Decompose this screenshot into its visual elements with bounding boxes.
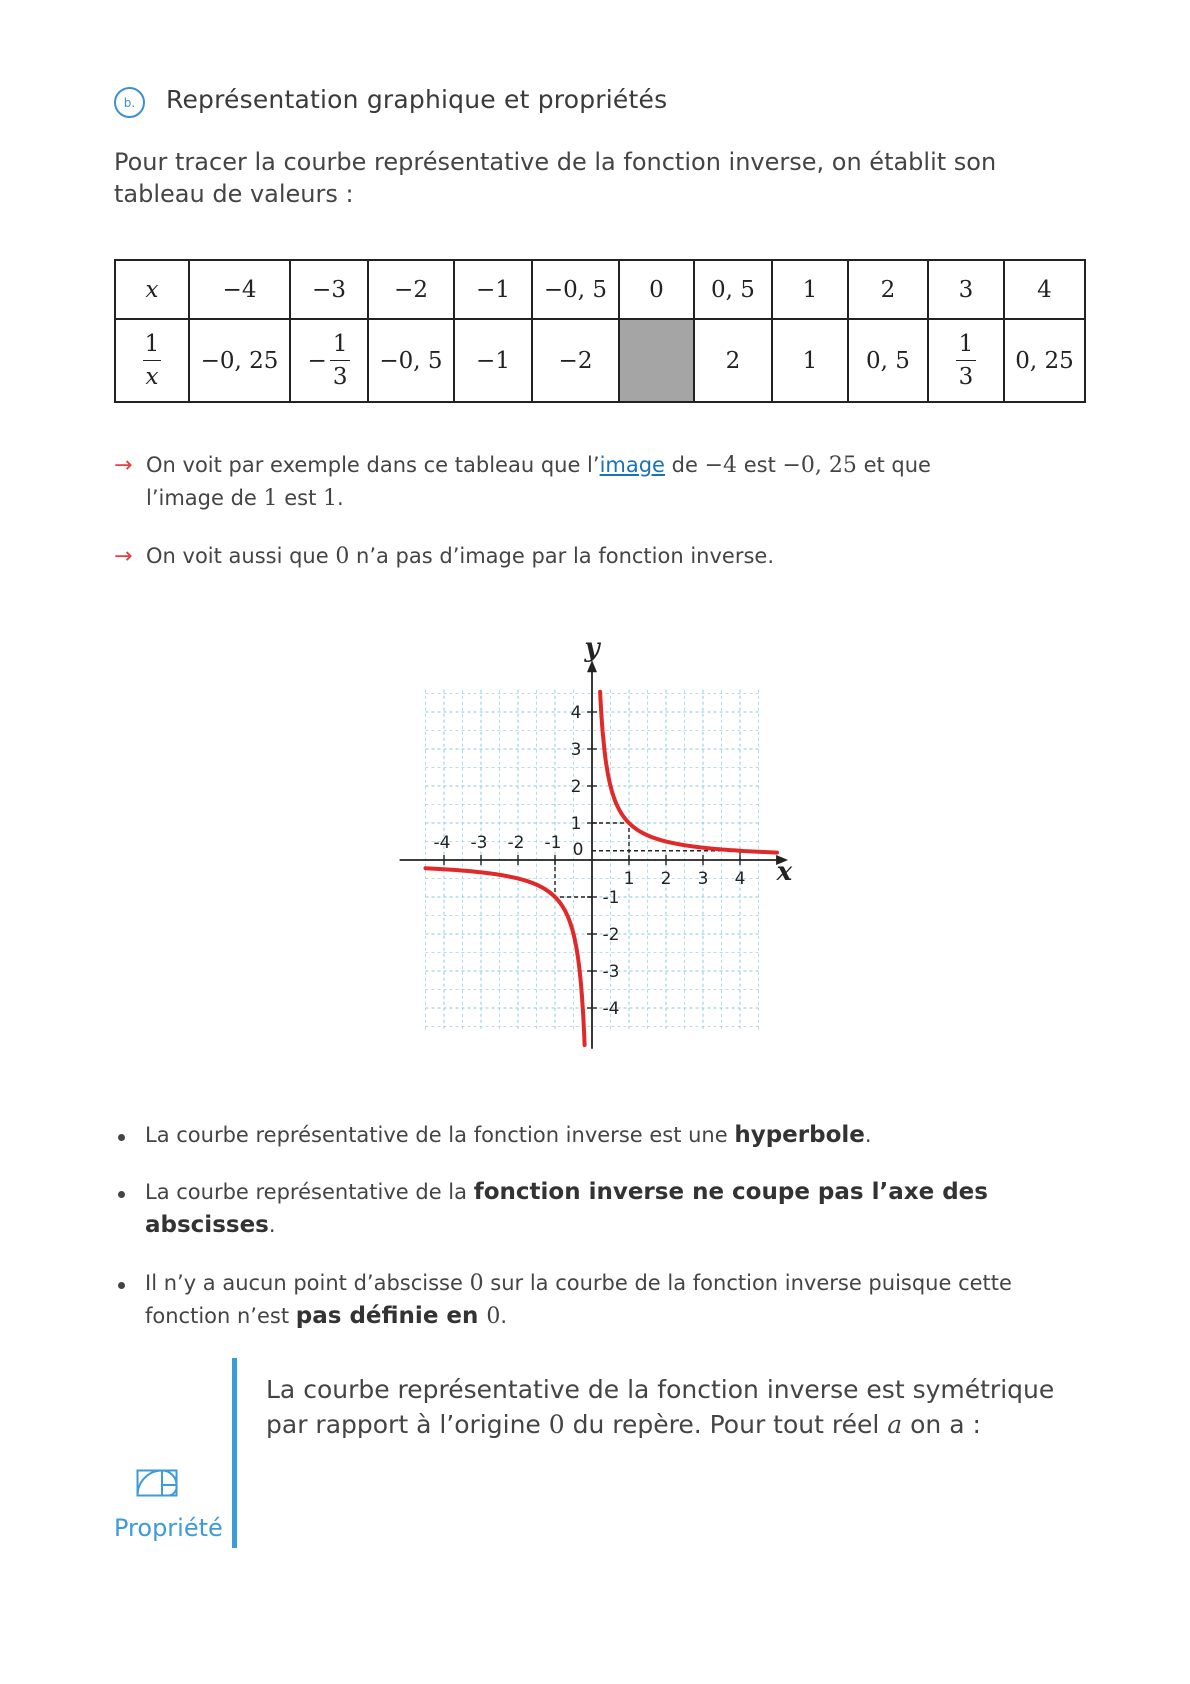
table-cell: 0 (619, 260, 694, 319)
table-cell-undefined (619, 319, 694, 402)
x-tick-label: 4 (734, 869, 746, 889)
arrow-right-icon: → (114, 544, 133, 569)
table-cell: 0, 25 (1004, 319, 1085, 402)
table-cell: −2 (532, 319, 619, 402)
x-tick-label: 3 (697, 869, 709, 889)
table-row-inverse (115, 319, 1085, 402)
table-cell-fraction: $\frac{1}{3}$ (928, 319, 1004, 402)
y-tick-label: 1 (570, 814, 582, 834)
x-tick-label: -2 (507, 833, 525, 853)
x-tick-label: 2 (660, 869, 672, 889)
table-cell: −1 (454, 260, 532, 319)
section-title: Représentation graphique et propriétés (166, 85, 668, 114)
table-cell: −0, 25 (189, 319, 290, 402)
y-axis-label: y (584, 632, 600, 663)
x-tick-label: -3 (470, 833, 488, 853)
table-cell: 0, 5 (694, 260, 772, 319)
table-cell: 1 (772, 319, 848, 402)
table-cell: −0, 5 (368, 319, 454, 402)
table-header-x: x (115, 260, 189, 319)
table-cell: 3 (928, 260, 1004, 319)
x-axis-label: x (776, 857, 793, 887)
graph-curve (426, 692, 778, 1045)
image-link[interactable]: image (599, 453, 665, 477)
table-row-x (115, 260, 1085, 319)
table-cell: 0, 5 (848, 319, 928, 402)
table-cell: −2 (368, 260, 454, 319)
property-label: Propriété (114, 1514, 223, 1542)
bullet-abscisses: La courbe représentative de la fonction inverse ne coupe pas l’axe des abscisses. (118, 1176, 1068, 1242)
table-cell: 2 (848, 260, 928, 319)
curve-branch-negative (426, 868, 585, 1045)
table-cell: −3 (290, 260, 368, 319)
table-cell: 2 (694, 319, 772, 402)
table-cell-fraction: − $\frac{1}{3}$ (290, 319, 368, 402)
x-tick-label: 1 (623, 869, 635, 889)
graph-labels (434, 633, 793, 1019)
table-cell: −0, 5 (532, 260, 619, 319)
bullet-not-defined: Il n’y a aucun point d’abscisse 0 sur la courbe de la fonction inverse puisque cette fonction n’est pas définie en 0. (118, 1267, 1068, 1333)
y-tick-label: -1 (602, 888, 620, 908)
values-table (114, 259, 1086, 403)
y-tick-label: -3 (602, 962, 620, 982)
y-tick-label: -4 (602, 999, 620, 1019)
origin-label: 0 (572, 840, 584, 860)
x-tick-label: -1 (544, 833, 562, 853)
arrow-paragraph-image: → On voit par exemple dans ce tableau que l’image de −4 est −0, 25 et que l’image de 1 est 1. (114, 449, 1084, 515)
graph-axes (400, 660, 788, 1048)
property-bar (232, 1358, 237, 1548)
y-tick-label: -2 (602, 925, 620, 945)
x-tick-label: -4 (433, 833, 451, 853)
table-cell: −4 (189, 260, 290, 319)
property-text: La courbe représentative de la fonction inverse est symétrique par rapport à l’origine 0 du repère. Pour tout réel a on a : (266, 1375, 1055, 1439)
bullet-hyperbole: La courbe représentative de la fonction inverse est une hyperbole. (118, 1119, 1068, 1152)
inverse-function-graph (380, 620, 820, 1060)
table-cell: −1 (454, 319, 532, 402)
y-tick-label: 2 (570, 777, 582, 797)
table-cell: 1 (772, 260, 848, 319)
table-header-inverse: $\frac{1}{x}$ (115, 319, 189, 402)
intro-paragraph: Pour tracer la courbe représentative de la fonction inverse, on établit son tableau de valeurs : (114, 148, 997, 208)
y-tick-label: 4 (570, 703, 582, 723)
section-badge: b. (114, 87, 145, 118)
arrow-paragraph-zero: → On voit aussi que 0 n’a pas d’image par la fonction inverse. (114, 540, 1084, 573)
curve-branch-positive (600, 692, 777, 853)
table-cell: 4 (1004, 260, 1085, 319)
golden-spiral-icon (136, 1469, 178, 1497)
y-tick-label: 3 (570, 740, 582, 760)
arrow-right-icon: → (114, 453, 133, 478)
